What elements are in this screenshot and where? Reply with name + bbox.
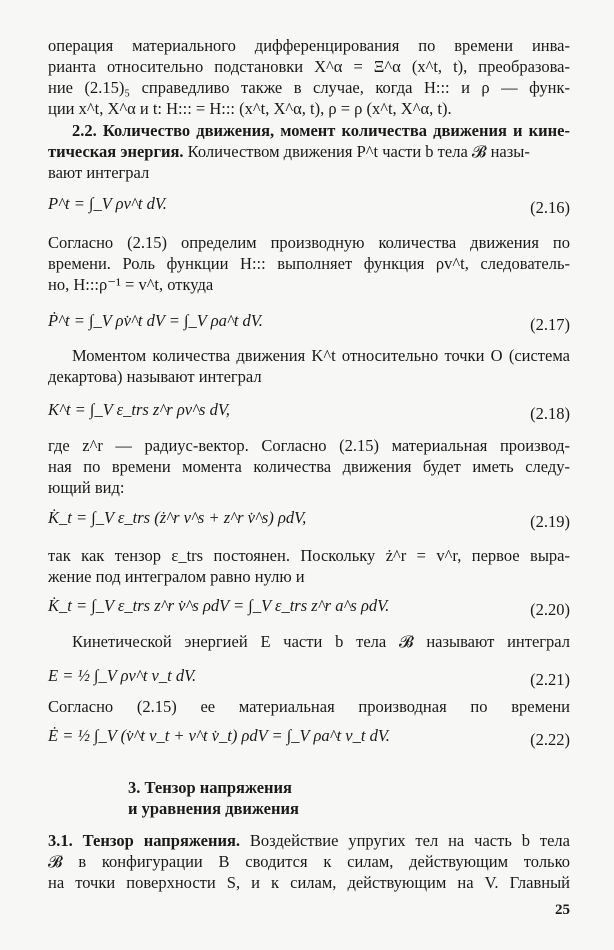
- equation-formula: K^t = ∫_V ε_trs z^r ρv^s dV,: [48, 400, 230, 419]
- equation-2-21: [48, 656, 570, 696]
- equation-formula: E = ½ ∫_V ρv^t v_t dV.: [48, 666, 197, 685]
- paragraph-line: Кинетической энергией E части b тела 𝓑 называют интеграл: [72, 632, 570, 651]
- section-2-2-first-line: [72, 121, 570, 141]
- paragraph-line: 𝓑 в конфигурации B сводится к силам, действующим только: [48, 852, 570, 871]
- section-3-heading-line-1: 3. Тензор напряжения: [128, 778, 292, 797]
- paragraph-line: жение под интегралом равно нулю и: [48, 567, 305, 586]
- paragraph-line: так как тензор ε_trs постоянен. Поскольку ż^r = v^r, первое выра-: [48, 546, 570, 565]
- text-line-4: ции x^t, X^α и t: H::: = H::: (x^t, X^α, t), ρ = ρ (x^t, X^α, t).: [48, 99, 452, 118]
- section-3-heading-line-2: и уравнения движения: [128, 799, 299, 818]
- equation-formula: P^t = ∫_V ρv^t dV.: [48, 194, 167, 213]
- paragraph-line: ная по времени момента количества движения будет иметь следу-: [48, 457, 570, 476]
- paragraph-line: где z^r — радиус-вектор. Согласно (2.15) материальная производ-: [48, 436, 570, 455]
- equation-2-22: [48, 716, 570, 756]
- equation-number: (2.20): [530, 600, 570, 619]
- equation-number: (2.18): [530, 404, 570, 423]
- equation-formula: K̇_t = ∫_V ε_trs (ż^r v^s + z^r v̇^s) ρdV,: [48, 508, 307, 527]
- text-line-2: рианта относительно подстановки X^α = Ξ^α (x^t, t), преобразова-: [48, 57, 570, 76]
- equation-2-19: [48, 498, 570, 538]
- equation-formula: Ṗ^t = ∫_V ρv̇^t dV = ∫_V ρa^t dV.: [48, 311, 263, 330]
- equation-formula: Ė = ½ ∫_V (v̇^t v_t + v^t v̇_t) ρdV = ∫_V ρa^t v_t dV.: [48, 726, 390, 745]
- section-2-2-title: 2.2. Количество движения, момент количества движения и кине-: [72, 121, 570, 140]
- section-2-2-title-cont: тическая энергия.: [48, 142, 184, 161]
- paragraph-line: Моментом количества движения K^t относительно точки O (система: [72, 346, 570, 365]
- text-line-1: операция материального дифференцирования по времени инва-: [48, 36, 570, 55]
- section-3-1-text: Воздействие упругих тел на часть b тела: [240, 831, 570, 850]
- equation-2-16: [48, 184, 570, 224]
- equation-formula: K̇_t = ∫_V ε_trs z^r v̇^s ρdV = ∫_V ε_trs z^r a^s ρdV.: [48, 596, 390, 615]
- paragraph-line: ющий вид:: [48, 478, 125, 497]
- section-2-2-text: Количеством движения P^t части b тела 𝓑 назы-: [183, 142, 530, 161]
- equation-number: (2.22): [530, 730, 570, 749]
- equation-2-17: [48, 301, 570, 341]
- equation-number: (2.17): [530, 315, 570, 334]
- paragraph-line: Согласно (2.15) ее материальная производная по времени: [48, 697, 570, 716]
- section-2-2-second-line: [48, 142, 570, 162]
- section-3-1-first-line: [48, 831, 570, 851]
- equation-number: (2.16): [530, 198, 570, 217]
- paragraph-line: декартова) называют интеграл: [48, 367, 262, 386]
- equation-2-18: [48, 390, 570, 430]
- paragraph-line: Согласно (2.15) определим производную количества движения по: [48, 233, 570, 252]
- section-2-2-third-line: вают интеграл: [48, 163, 150, 182]
- equation-2-20: [48, 586, 570, 626]
- text-line-3: ние (2.15)₅ справедливо также в случае, когда H::: и ρ — функ-: [48, 78, 570, 97]
- equation-number: (2.21): [530, 670, 570, 689]
- equation-number: (2.19): [530, 512, 570, 531]
- page-number: 25: [555, 902, 570, 918]
- paragraph-line: времени. Роль функции H::: выполняет функция ρv^t, следователь-: [48, 254, 570, 273]
- paragraph-line: но, H:::ρ⁻¹ = v^t, откуда: [48, 275, 214, 294]
- section-3-1-title: 3.1. Тензор напряжения.: [48, 831, 241, 850]
- paragraph-line: на точки поверхности S, и к силам, действующим на V. Главный: [48, 873, 570, 892]
